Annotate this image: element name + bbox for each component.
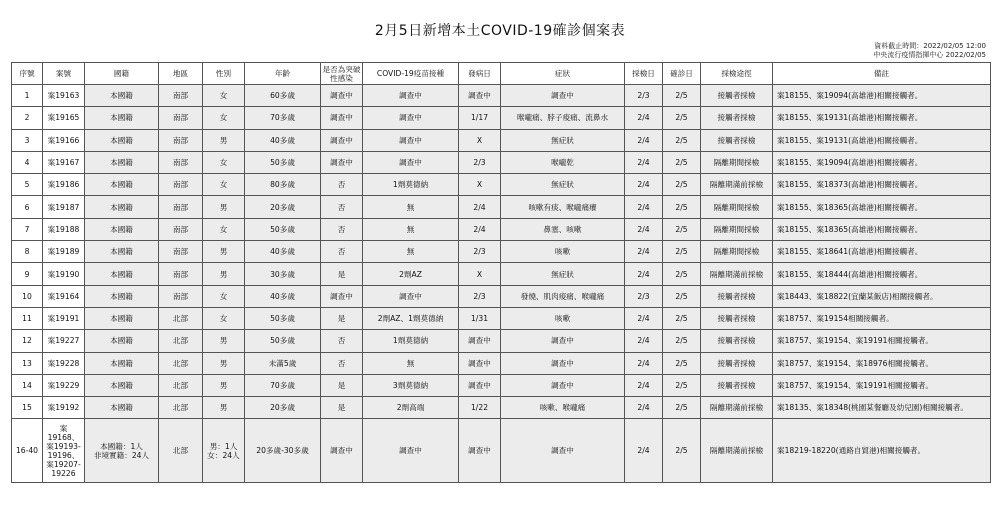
table-row: [12, 107, 991, 129]
sex-cell: 女: [203, 218, 245, 240]
route-cell: 隔離期間採檢: [701, 241, 773, 263]
header-cell: 症狀: [501, 63, 625, 85]
table-row: [12, 196, 991, 218]
route-cell: 隔離期間採檢: [701, 196, 773, 218]
sample-date-cell: 2/3: [625, 285, 663, 307]
table-header-row: [12, 63, 991, 85]
region-cell: 南部: [159, 107, 203, 129]
row-index: 12: [12, 330, 43, 352]
vaccine-cell: 調查中: [363, 151, 459, 173]
symptoms-cell: 無症狀: [501, 263, 625, 285]
breakthrough-cell: 否: [321, 352, 363, 374]
case-number: 案19186: [43, 174, 85, 196]
case-number: 案19189: [43, 241, 85, 263]
symptoms-cell: 無症狀: [501, 174, 625, 196]
onset-cell: 1/22: [459, 397, 501, 419]
confirm-date-cell: 2/5: [663, 352, 701, 374]
case-number: 案19192: [43, 397, 85, 419]
note-cell: 案18135、案18348(桃園某餐廳及幼兒園)相關接觸者。: [773, 397, 991, 419]
region-cell: 北部: [159, 397, 203, 419]
age-cell: 20多歲-30多歲: [245, 419, 321, 483]
row-index: 9: [12, 263, 43, 285]
cases-table: [11, 62, 991, 483]
note-cell: 案18155、案19094(高雄港)相關接觸者。: [773, 151, 991, 173]
route-cell: 接觸者採檢: [701, 374, 773, 396]
case-number: 案19164: [43, 285, 85, 307]
region-cell: 南部: [159, 196, 203, 218]
age-cell: 50多歲: [245, 151, 321, 173]
vaccine-cell: 無: [363, 196, 459, 218]
note-cell: 案18155、案18373(高雄港)相關接觸者。: [773, 174, 991, 196]
onset-cell: 1/31: [459, 307, 501, 329]
header-cell: 採檢途徑: [701, 63, 773, 85]
note-cell: 案18155、案18365(高雄港)相關接觸者。: [773, 218, 991, 240]
symptoms-cell: 調查中: [501, 85, 625, 107]
route-cell: 接觸者採檢: [701, 107, 773, 129]
case-number: 案19229: [43, 374, 85, 396]
vaccine-cell: 無: [363, 241, 459, 263]
age-cell: 80多歲: [245, 174, 321, 196]
breakthrough-cell: 調查中: [321, 85, 363, 107]
nationality-cell: 本國籍: [85, 107, 159, 129]
onset-cell: 2/4: [459, 218, 501, 240]
nationality-cell: 本國籍: [85, 85, 159, 107]
age-cell: 60多歲: [245, 85, 321, 107]
nationality-cell: 本國籍: [85, 397, 159, 419]
table-row: [12, 151, 991, 173]
region-cell: 北部: [159, 374, 203, 396]
vaccine-cell: 2劑AZ: [363, 263, 459, 285]
sex-cell: 男: [203, 241, 245, 263]
vaccine-cell: 3劑莫德納: [363, 374, 459, 396]
confirm-date-cell: 2/5: [663, 196, 701, 218]
note-cell: 案18155、案19131(高雄港)相關接觸者。: [773, 129, 991, 151]
sample-date-cell: 2/4: [625, 107, 663, 129]
age-cell: 未滿5歲: [245, 352, 321, 374]
confirm-date-cell: 2/5: [663, 107, 701, 129]
vaccine-cell: 1劑莫德納: [363, 174, 459, 196]
header-cell: 地區: [159, 63, 203, 85]
route-cell: 接觸者採檢: [701, 85, 773, 107]
onset-cell: X: [459, 174, 501, 196]
sex-cell: 女: [203, 107, 245, 129]
age-cell: 20多歲: [245, 196, 321, 218]
nationality-cell: 本國籍: [85, 241, 159, 263]
nationality-cell: 本國籍: [85, 374, 159, 396]
table-row: [12, 263, 991, 285]
case-number: 案19228: [43, 352, 85, 374]
sex-cell: 女: [203, 307, 245, 329]
symptoms-cell: 調查中: [501, 352, 625, 374]
region-cell: 南部: [159, 174, 203, 196]
region-cell: 北部: [159, 307, 203, 329]
source-line: 中央流行疫情指揮中心 2022/02/05: [873, 51, 986, 59]
route-cell: 隔離期滿前採檢: [701, 419, 773, 483]
breakthrough-cell: 是: [321, 397, 363, 419]
table-row: [12, 218, 991, 240]
breakthrough-cell: 否: [321, 330, 363, 352]
note-cell: 案18757、案19154、案19191相關接觸者。: [773, 374, 991, 396]
vaccine-cell: 調查中: [363, 85, 459, 107]
table-row-summary: [12, 419, 991, 483]
breakthrough-cell: 否: [321, 196, 363, 218]
symptoms-cell: 無症狀: [501, 129, 625, 151]
breakthrough-cell: 調查中: [321, 419, 363, 483]
sex-cell: 男: [203, 263, 245, 285]
header-cell: 國籍: [85, 63, 159, 85]
table-row: [12, 307, 991, 329]
table-row: [12, 241, 991, 263]
confirm-date-cell: 2/5: [663, 307, 701, 329]
confirm-date-cell: 2/5: [663, 374, 701, 396]
header-cell: COVID-19疫苗接種: [363, 63, 459, 85]
note-cell: 案18443、案18822(宜蘭某飯店)相關接觸者。: [773, 285, 991, 307]
breakthrough-cell: 是: [321, 374, 363, 396]
sample-date-cell: 2/3: [625, 85, 663, 107]
route-cell: 隔離期間採檢: [701, 218, 773, 240]
confirm-date-cell: 2/5: [663, 419, 701, 483]
table-row: [12, 330, 991, 352]
row-index: 13: [12, 352, 43, 374]
symptoms-cell: 喉嚨乾: [501, 151, 625, 173]
onset-cell: 調查中: [459, 374, 501, 396]
region-cell: 北部: [159, 330, 203, 352]
sample-date-cell: 2/4: [625, 352, 663, 374]
header-cell: 性別: [203, 63, 245, 85]
vaccine-cell: 調查中: [363, 285, 459, 307]
sample-date-cell: 2/4: [625, 374, 663, 396]
note-cell: 案18757、案19154、案18976相關接觸者。: [773, 352, 991, 374]
vaccine-cell: 2劑AZ、1劑莫德納: [363, 307, 459, 329]
case-number: 案19191: [43, 307, 85, 329]
note-cell: 案18155、案18641(高雄港)相關接觸者。: [773, 241, 991, 263]
sex-cell: 女: [203, 174, 245, 196]
nationality-cell: 本國籍: [85, 352, 159, 374]
vaccine-cell: 2劑高端: [363, 397, 459, 419]
case-number: 案19188: [43, 218, 85, 240]
sex-cell: 男: [203, 397, 245, 419]
symptoms-cell: 咳嗽: [501, 241, 625, 263]
note-cell: 案18155、案18444(高雄港)相關接觸者。: [773, 263, 991, 285]
symptoms-cell: 鼻塞、咳嗽: [501, 218, 625, 240]
age-cell: 40多歲: [245, 129, 321, 151]
region-cell: 北部: [159, 352, 203, 374]
nationality-cell: 本國籍: [85, 151, 159, 173]
sample-date-cell: 2/4: [625, 397, 663, 419]
note-cell: 案18155、案18365(高雄港)相關接觸者。: [773, 196, 991, 218]
region-cell: 南部: [159, 285, 203, 307]
row-index: 16-40: [12, 419, 43, 483]
region-cell: 南部: [159, 151, 203, 173]
route-cell: 隔離期滿前採檢: [701, 397, 773, 419]
age-cell: 20多歲: [245, 397, 321, 419]
sample-date-cell: 2/4: [625, 174, 663, 196]
onset-cell: 2/3: [459, 285, 501, 307]
nationality-cell: 本國籍: [85, 174, 159, 196]
confirm-date-cell: 2/5: [663, 263, 701, 285]
confirm-date-cell: 2/5: [663, 397, 701, 419]
symptoms-cell: 調查中: [501, 374, 625, 396]
sex-cell: 男：1人 女：24人: [203, 419, 245, 483]
sample-date-cell: 2/4: [625, 330, 663, 352]
onset-cell: 調查中: [459, 85, 501, 107]
symptoms-cell: 喉嚨痛、脖子痠痛、流鼻水: [501, 107, 625, 129]
table-body: [12, 85, 991, 483]
row-index: 5: [12, 174, 43, 196]
nationality-cell: 本國籍: [85, 330, 159, 352]
case-number: 案19190: [43, 263, 85, 285]
region-cell: 南部: [159, 129, 203, 151]
symptoms-cell: 咳嗽、喉嚨痛: [501, 397, 625, 419]
region-cell: 北部: [159, 419, 203, 483]
sample-date-cell: 2/4: [625, 151, 663, 173]
nationality-cell: 本國籍: [85, 218, 159, 240]
row-index: 2: [12, 107, 43, 129]
note-cell: 案18155、案19094(高雄港)相關接觸者。: [773, 85, 991, 107]
row-index: 6: [12, 196, 43, 218]
symptoms-cell: 發燒、肌肉痠痛、喉嚨痛: [501, 285, 625, 307]
onset-cell: 2/3: [459, 241, 501, 263]
route-cell: 接觸者採檢: [701, 285, 773, 307]
age-cell: 40多歲: [245, 285, 321, 307]
route-cell: 接觸者採檢: [701, 307, 773, 329]
row-index: 11: [12, 307, 43, 329]
case-number: 案19166: [43, 129, 85, 151]
breakthrough-cell: 調查中: [321, 285, 363, 307]
row-index: 14: [12, 374, 43, 396]
row-index: 4: [12, 151, 43, 173]
breakthrough-cell: 是: [321, 307, 363, 329]
vaccine-cell: 調查中: [363, 419, 459, 483]
case-number: 案19163: [43, 85, 85, 107]
nationality-cell: 本國籍: [85, 307, 159, 329]
case-number-range: 案 19168、 案19193- 19196、 案19207- 19226: [43, 419, 85, 483]
header-cell: 採檢日: [625, 63, 663, 85]
route-cell: 接觸者採檢: [701, 352, 773, 374]
confirm-date-cell: 2/5: [663, 285, 701, 307]
route-cell: 接觸者採檢: [701, 129, 773, 151]
table-row: [12, 174, 991, 196]
sex-cell: 男: [203, 196, 245, 218]
breakthrough-cell: 是: [321, 263, 363, 285]
row-index: 1: [12, 85, 43, 107]
onset-cell: X: [459, 263, 501, 285]
sex-cell: 女: [203, 285, 245, 307]
onset-cell: 調查中: [459, 352, 501, 374]
breakthrough-cell: 調查中: [321, 129, 363, 151]
header-cell: 備註: [773, 63, 991, 85]
breakthrough-cell: 調查中: [321, 107, 363, 129]
breakthrough-cell: 否: [321, 241, 363, 263]
onset-cell: 調查中: [459, 330, 501, 352]
case-number: 案19187: [43, 196, 85, 218]
nationality-cell: 本國籍：1人 非境實籍：24人: [85, 419, 159, 483]
table-row: [12, 129, 991, 151]
case-number: 案19165: [43, 107, 85, 129]
vaccine-cell: 無: [363, 352, 459, 374]
table-row: [12, 397, 991, 419]
header-cell: 發病日: [459, 63, 501, 85]
sample-date-cell: 2/4: [625, 263, 663, 285]
vaccine-cell: 1劑莫德納: [363, 330, 459, 352]
table-row: [12, 85, 991, 107]
vaccine-cell: 調查中: [363, 129, 459, 151]
nationality-cell: 本國籍: [85, 196, 159, 218]
region-cell: 南部: [159, 263, 203, 285]
row-index: 15: [12, 397, 43, 419]
note-cell: 案18757、案19154相關接觸者。: [773, 307, 991, 329]
table-row: [12, 352, 991, 374]
sex-cell: 男: [203, 374, 245, 396]
breakthrough-cell: 調查中: [321, 151, 363, 173]
header-cell: 確診日: [663, 63, 701, 85]
route-cell: 隔離期間採檢: [701, 151, 773, 173]
page-title: 2月5日新增本土COVID-19確診個案表: [374, 23, 626, 39]
row-index: 7: [12, 218, 43, 240]
route-cell: 隔離期滿前採檢: [701, 263, 773, 285]
sample-date-cell: 2/4: [625, 307, 663, 329]
age-cell: 70多歲: [245, 107, 321, 129]
route-cell: 隔離期滿前採檢: [701, 174, 773, 196]
age-cell: 50多歲: [245, 330, 321, 352]
row-index: 8: [12, 241, 43, 263]
confirm-date-cell: 2/5: [663, 174, 701, 196]
header-cell: 案號: [43, 63, 85, 85]
data-as-of: 資料截止時間：2022/02/05 12:00: [874, 42, 986, 50]
onset-cell: 調查中: [459, 419, 501, 483]
breakthrough-cell: 否: [321, 174, 363, 196]
region-cell: 南部: [159, 85, 203, 107]
sample-date-cell: 2/4: [625, 196, 663, 218]
note-cell: 案18219-18220(通路自貿港)相關接觸者。: [773, 419, 991, 483]
nationality-cell: 本國籍: [85, 129, 159, 151]
onset-cell: 1/17: [459, 107, 501, 129]
confirm-date-cell: 2/5: [663, 151, 701, 173]
nationality-cell: 本國籍: [85, 285, 159, 307]
age-cell: 70多歲: [245, 374, 321, 396]
symptoms-cell: 調查中: [501, 419, 625, 483]
case-number: 案19167: [43, 151, 85, 173]
sample-date-cell: 2/4: [625, 241, 663, 263]
nationality-cell: 本國籍: [85, 263, 159, 285]
sex-cell: 女: [203, 151, 245, 173]
confirm-date-cell: 2/5: [663, 330, 701, 352]
symptoms-cell: 咳嗽有痰、喉嚨痛癢: [501, 196, 625, 218]
header-cell: 序號: [12, 63, 43, 85]
confirm-date-cell: 2/5: [663, 218, 701, 240]
symptoms-cell: 咳嗽: [501, 307, 625, 329]
metadata-block: [873, 42, 986, 60]
sex-cell: 男: [203, 129, 245, 151]
route-cell: 接觸者採檢: [701, 330, 773, 352]
region-cell: 南部: [159, 241, 203, 263]
vaccine-cell: 無: [363, 218, 459, 240]
confirm-date-cell: 2/5: [663, 129, 701, 151]
table-row: [12, 285, 991, 307]
sample-date-cell: 2/4: [625, 129, 663, 151]
age-cell: 40多歲: [245, 241, 321, 263]
sex-cell: 男: [203, 330, 245, 352]
breakthrough-cell: 否: [321, 218, 363, 240]
age-cell: 50多歲: [245, 218, 321, 240]
row-index: 10: [12, 285, 43, 307]
onset-cell: X: [459, 129, 501, 151]
row-index: 3: [12, 129, 43, 151]
onset-cell: 2/4: [459, 196, 501, 218]
table-row: [12, 374, 991, 396]
age-cell: 50多歲: [245, 307, 321, 329]
sample-date-cell: 2/4: [625, 419, 663, 483]
region-cell: 南部: [159, 218, 203, 240]
note-cell: 案18155、案19131(高雄港)相關接觸者。: [773, 107, 991, 129]
sex-cell: 男: [203, 352, 245, 374]
confirm-date-cell: 2/5: [663, 85, 701, 107]
sample-date-cell: 2/4: [625, 218, 663, 240]
age-cell: 30多歲: [245, 263, 321, 285]
onset-cell: 2/3: [459, 151, 501, 173]
symptoms-cell: 調查中: [501, 330, 625, 352]
case-number: 案19227: [43, 330, 85, 352]
header-cell: 年齡: [245, 63, 321, 85]
vaccine-cell: 調查中: [363, 107, 459, 129]
note-cell: 案18757、案19154、案19191相關接觸者。: [773, 330, 991, 352]
confirm-date-cell: 2/5: [663, 241, 701, 263]
header-cell: 是否為突破性感染: [321, 63, 363, 85]
sex-cell: 女: [203, 85, 245, 107]
